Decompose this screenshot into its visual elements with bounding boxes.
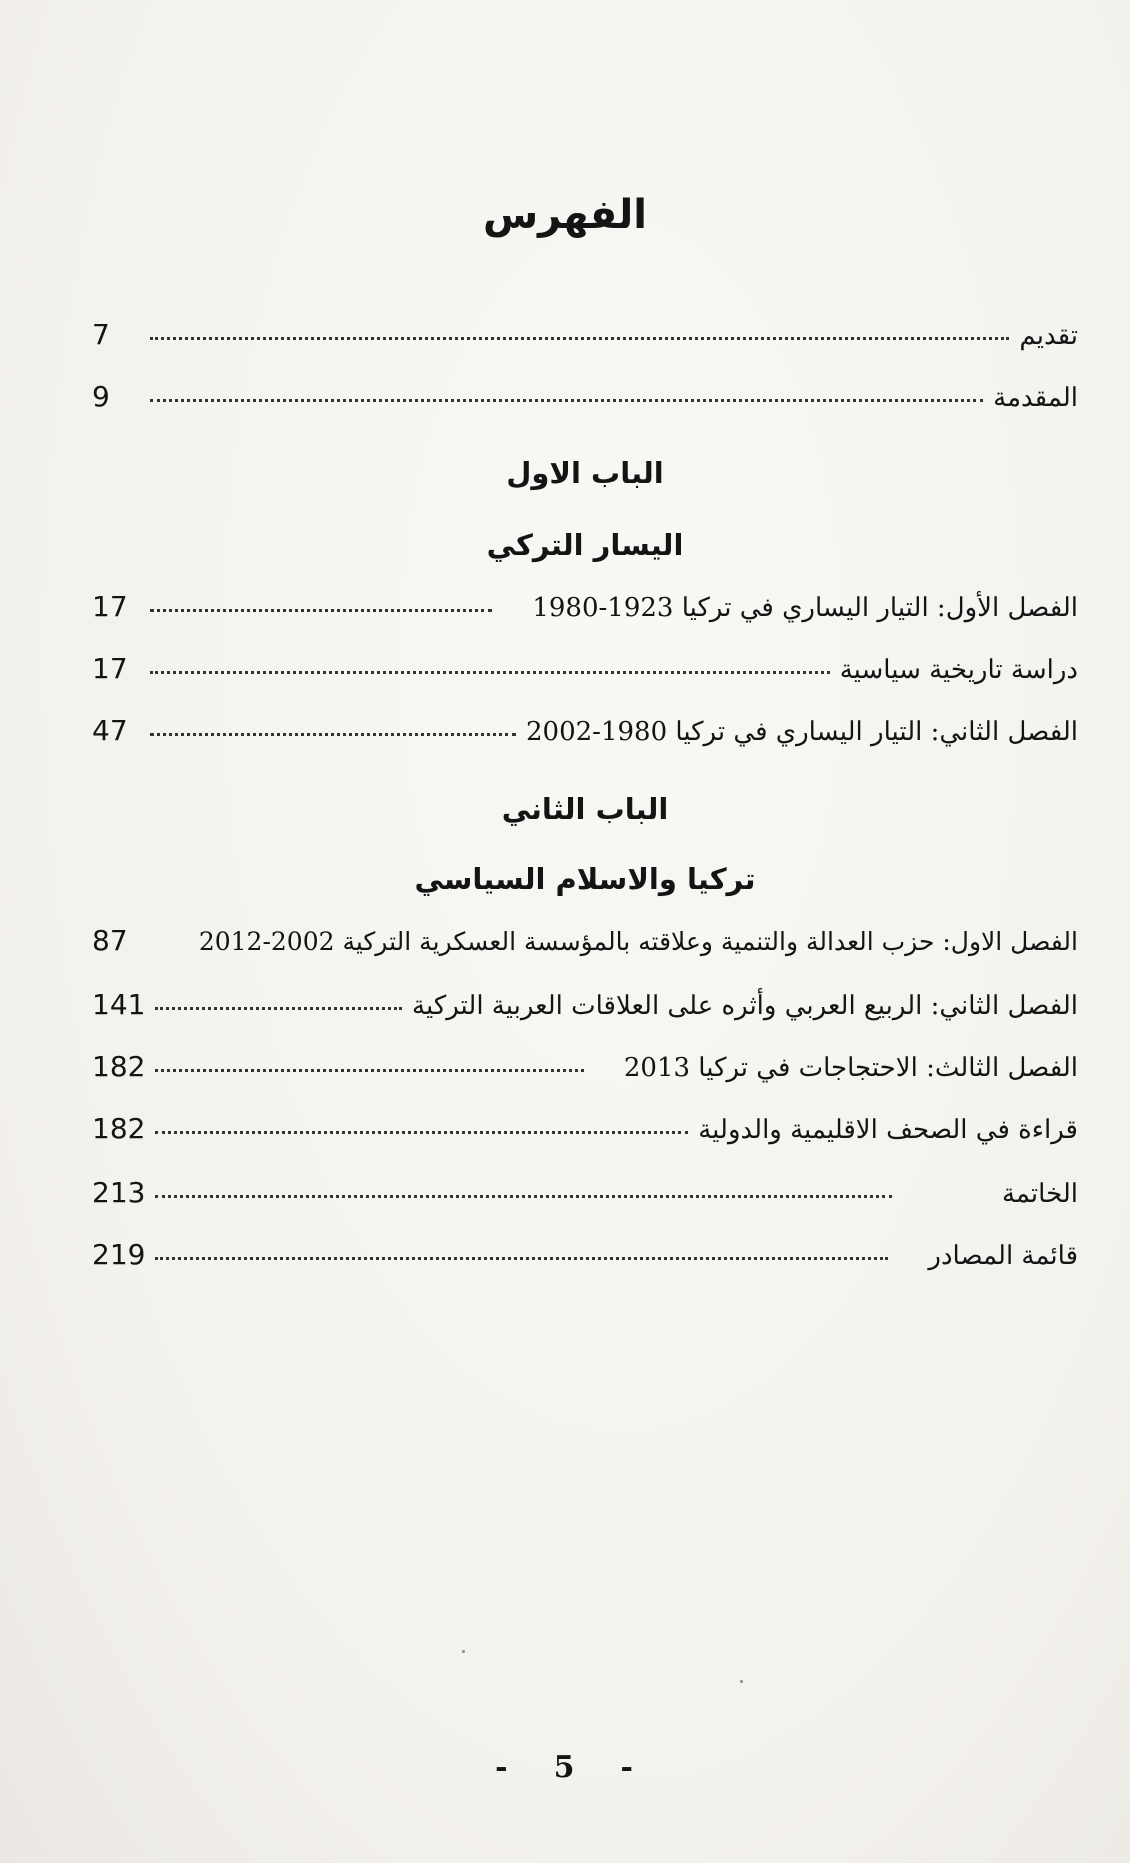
- toc-entry-foreword[interactable]: [92, 318, 1078, 362]
- toc-entry-part2-chapter3[interactable]: [92, 1050, 1078, 1094]
- toc-entry-part2-press[interactable]: [92, 1112, 1078, 1156]
- toc-entry-part2-chapter1[interactable]: [92, 924, 1078, 968]
- toc-entry-label: الفصل الاول: حزب العدالة والتنمية وعلاقته بالمؤسسة العسكرية التركية 2002-2012: [198, 927, 1078, 956]
- dot-leader: [150, 671, 830, 674]
- toc-entry-label: الفصل الثالث: الاحتجاجات في تركيا 2013: [623, 1053, 1078, 1083]
- toc-entry-part1-chapter1[interactable]: [92, 590, 1078, 634]
- footer-dash-left: -: [495, 1750, 510, 1785]
- part1-subtitle: اليسار التركي: [486, 528, 684, 562]
- toc-entry-page: 219: [92, 1238, 146, 1271]
- toc-entry-introduction[interactable]: [92, 380, 1078, 424]
- dot-leader: [155, 1195, 891, 1198]
- paper-speck: [462, 1650, 465, 1653]
- toc-entry-references[interactable]: [92, 1238, 1078, 1282]
- toc-entry-page: 17: [92, 652, 128, 685]
- toc-entry-page: 182: [92, 1112, 146, 1145]
- toc-entry-page: 7: [92, 318, 110, 351]
- dot-leader: [150, 337, 1009, 340]
- toc-entry-part2-chapter2[interactable]: [92, 988, 1078, 1032]
- dot-leader: [155, 1069, 583, 1072]
- part2-subtitle: تركيا والاسلام السياسي: [414, 862, 756, 896]
- toc-entry-label: الفصل الأول: التيار اليساري في تركيا 1923-1980: [532, 593, 1078, 623]
- toc-entry-page: 9: [92, 380, 110, 413]
- toc-entry-label: تقديم: [1019, 321, 1078, 351]
- toc-entry-page: 87: [92, 924, 128, 957]
- toc-entry-conclusion[interactable]: [92, 1176, 1078, 1220]
- toc-entry-label: قائمة المصادر: [928, 1241, 1078, 1271]
- toc-entry-label: قراءة في الصحف الاقليمية والدولية: [698, 1115, 1078, 1145]
- dot-leader: [150, 399, 983, 402]
- toc-entry-label: الفصل الثاني: التيار اليساري في تركيا 1980-2002: [526, 717, 1078, 747]
- toc-entry-label: الخاتمة: [1001, 1179, 1078, 1209]
- toc-entry-page: 213: [92, 1176, 146, 1209]
- toc-entry-label: دراسة تاريخية سياسية: [839, 655, 1078, 685]
- part1-heading: الباب الاول: [506, 456, 664, 490]
- paper-speck: [740, 1680, 743, 1683]
- footer-dash-right: -: [620, 1750, 635, 1785]
- toc-entry-label: الفصل الثاني: الربيع العربي وأثره على العلاقات العربية التركية: [412, 991, 1078, 1021]
- toc-entry-part1-study[interactable]: [92, 652, 1078, 696]
- toc-entry-page: 141: [92, 988, 146, 1021]
- dot-leader: [155, 1007, 402, 1010]
- toc-entry-part1-chapter2[interactable]: [92, 714, 1078, 758]
- page-title: الفهرس: [482, 192, 647, 238]
- page-footer: [0, 1750, 1130, 1785]
- toc-entry-page: 47: [92, 714, 128, 747]
- dot-leader: [155, 1131, 688, 1134]
- dot-leader: [155, 1257, 888, 1260]
- dot-leader: [150, 609, 492, 612]
- dot-leader: [150, 733, 516, 736]
- toc-entry-label: المقدمة: [993, 383, 1078, 413]
- part2-heading: الباب الثاني: [501, 792, 669, 826]
- page-number: 5: [553, 1750, 577, 1785]
- toc-entry-page: 17: [92, 590, 128, 623]
- toc-entry-page: 182: [92, 1050, 146, 1083]
